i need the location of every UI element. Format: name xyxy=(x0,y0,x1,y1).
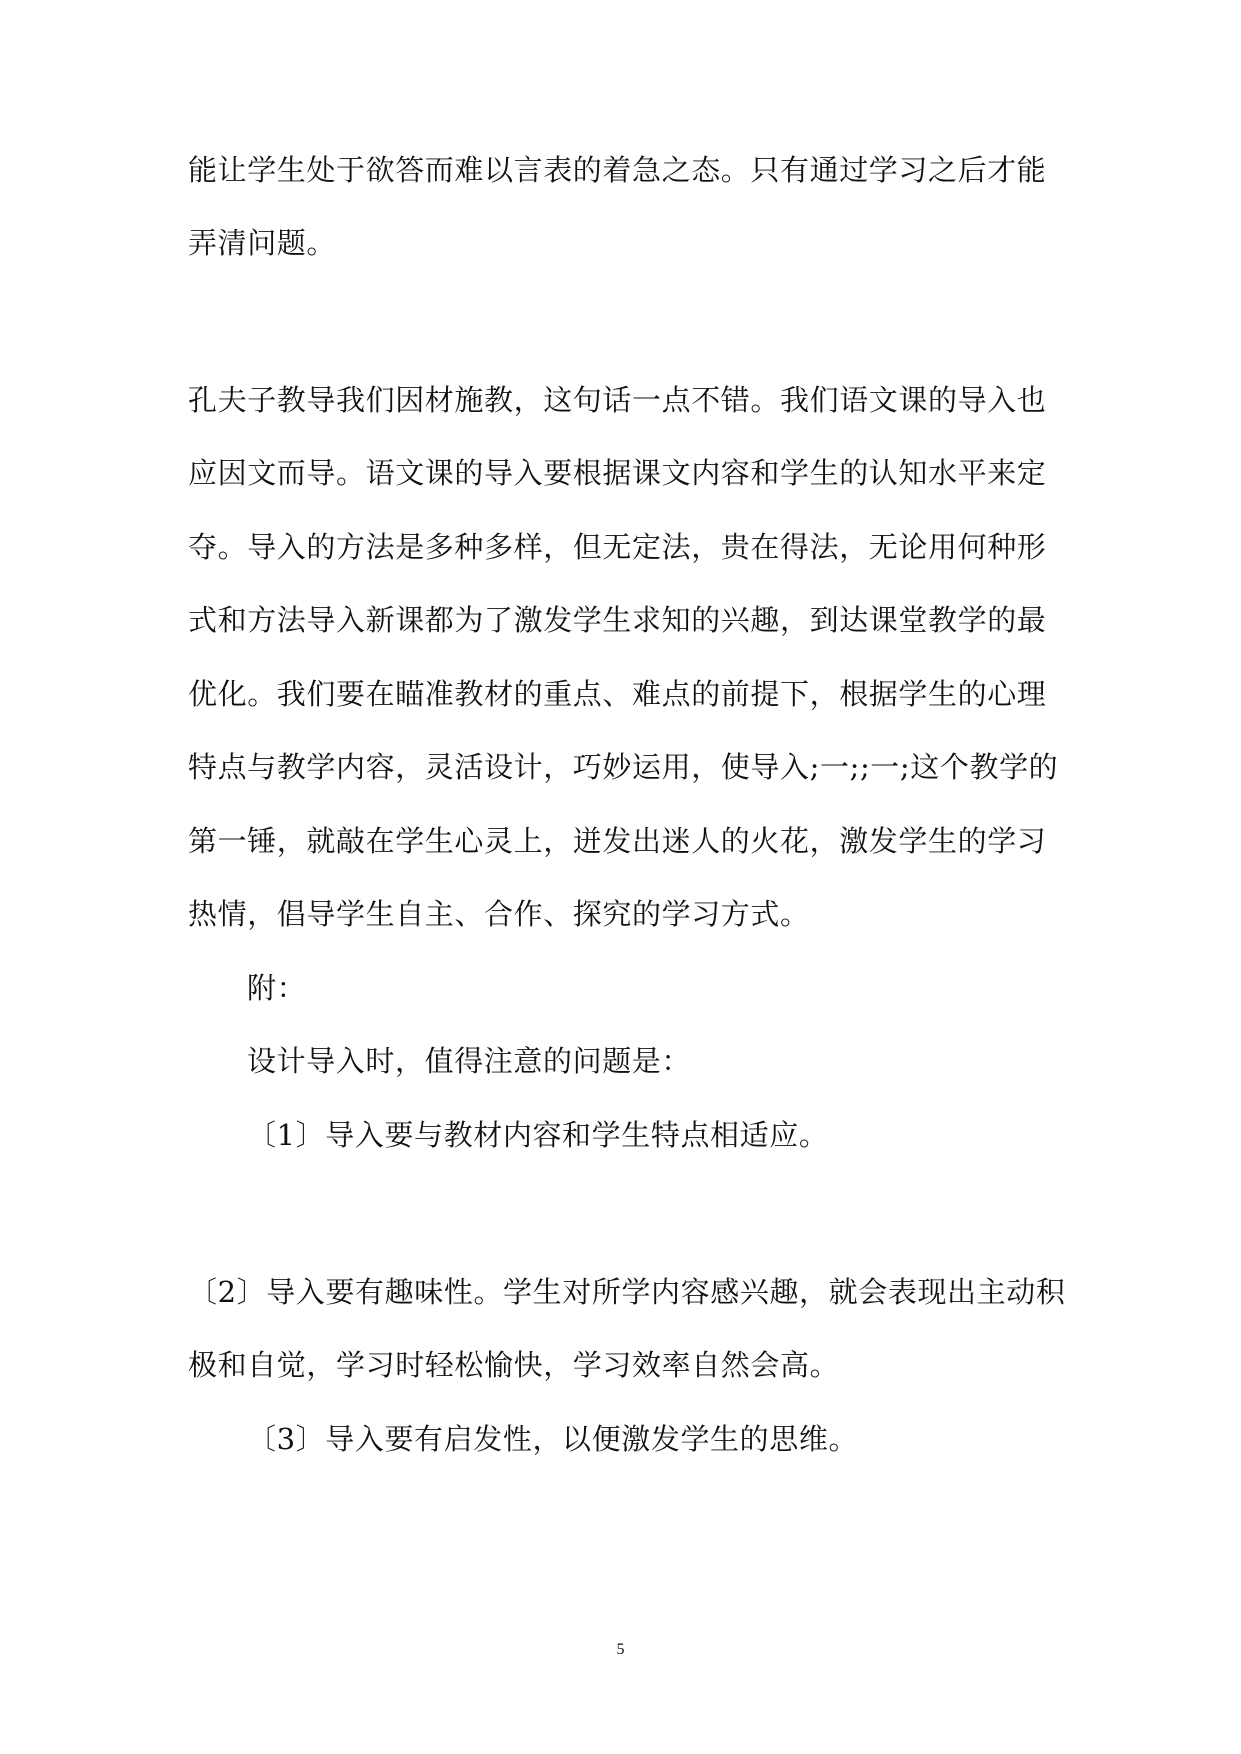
list-item: 〔2〕导入要有趣味性。学生对所学内容感兴趣，就会表现出主动积 xyxy=(188,1275,1066,1309)
paragraph-line: 设计导入时，值得注意的问题是： xyxy=(247,1044,692,1078)
paragraph-line: 式和方法导入新课都为了激发学生求知的兴趣，到达课堂教学的最 xyxy=(188,603,1047,637)
paragraph-line: 孔夫子教导我们因材施教，这句话一点不错。我们语文课的导入也 xyxy=(188,383,1047,417)
paragraph-line: 应因文而导。语文课的导入要根据课文内容和学生的认知水平来定 xyxy=(188,456,1047,490)
appendix-heading: 附： xyxy=(247,971,307,1005)
paragraph-line: 能让学生处于欲答而难以言表的着急之态。只有通过学习之后才能 xyxy=(188,153,1047,187)
list-item: 〔1〕导入要与教材内容和学生特点相适应。 xyxy=(247,1118,829,1152)
paragraph-line: 第一锤，就敲在学生心灵上，迸发出迷人的火花，激发学生的学习 xyxy=(188,824,1047,858)
paragraph-line: 弄清问题。 xyxy=(188,226,337,260)
paragraph-line: 热情，倡导学生自主、合作、探究的学习方式。 xyxy=(188,897,810,931)
paragraph-line: 优化。我们要在瞄准教材的重点、难点的前提下，根据学生的心理 xyxy=(188,677,1047,711)
paragraph-line: 特点与教学内容，灵活设计，巧妙运用，使导入;一;;一;这个教学的 xyxy=(188,750,1059,784)
list-item: 〔3〕导入要有启发性，以便激发学生的思维。 xyxy=(247,1422,859,1456)
paragraph-line: 极和自觉，学习时轻松愉快，学习效率自然会高。 xyxy=(188,1348,840,1382)
page-number: 5 xyxy=(616,1641,625,1658)
paragraph-line: 夺。导入的方法是多种多样，但无定法，贵在得法，无论用何种形 xyxy=(188,530,1047,564)
